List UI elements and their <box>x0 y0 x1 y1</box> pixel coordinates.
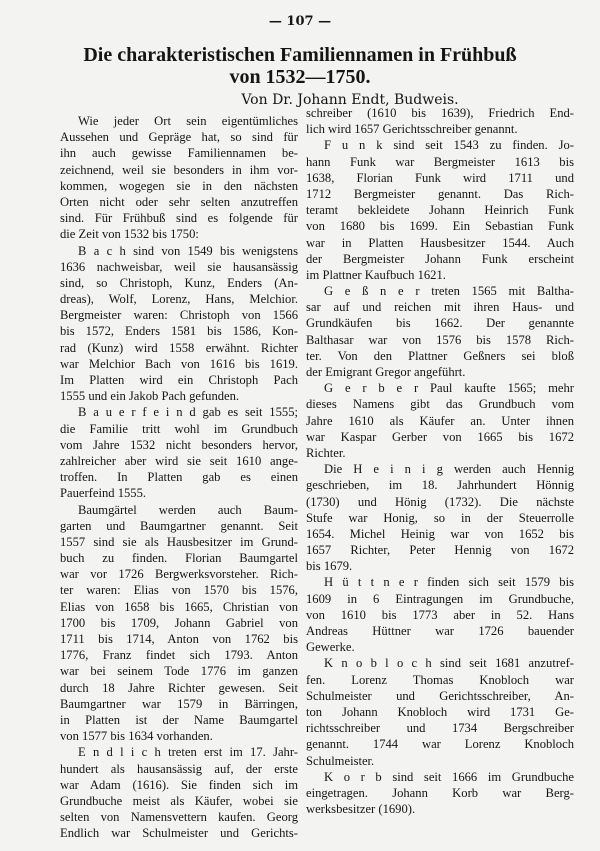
title-line-2: von 1532—1750. <box>229 66 371 88</box>
text-line: 1776, Franz findet sich 1793. Anton <box>60 648 298 663</box>
text-line: kommen, wogegen sie in den nächsten <box>60 178 298 193</box>
text-line: sar auf und reichen mit ihren Haus- und <box>306 300 574 315</box>
text-line: Endlich war Schulmeister und Gerichts- <box>60 826 298 841</box>
text-line: war Melchior Bach von 1616 bis 1619. <box>60 356 298 371</box>
text-line: selten von Namensvettern kaufen. Georg <box>60 810 298 825</box>
text-line: 1555 und ein Jakob Pach gefunden. <box>60 389 240 404</box>
title-line-1: Die charakteristischen Familiennamen in Frühbuß <box>83 44 517 66</box>
text-line: garten und Baumgartner genannt. Seit <box>60 518 298 533</box>
text-line: G e r b e r Paul kaufte 1565; mehr <box>324 381 574 396</box>
text-line: B a u e r f e i n d gab es seit 1555; <box>78 405 298 420</box>
paragraph <box>306 655 574 768</box>
text-line: Pauerfeind 1555. <box>60 486 147 501</box>
text-line: Im Platten wird ein Christoph Pach <box>60 373 298 387</box>
text-line: dreas), Wolf, Lorenz, Hans, Melchior. <box>60 292 298 307</box>
text-line: werksbesitzer (1690). <box>306 802 416 817</box>
text-line: (1730) und Hönig (1732). Die nächste <box>306 494 574 509</box>
text-line: Grundkäufen bis 1662. Der genannte <box>306 316 574 331</box>
text-line: rad (Kunz) wird 1558 erwähnt. Richter <box>60 340 298 355</box>
text-line: hann Funk war Bergmeister 1613 bis <box>306 154 574 169</box>
text-line: von 1577 bis 1634 vorhanden. <box>60 729 213 744</box>
text-line: K n o b l o c h sind seit 1681 anzutref- <box>324 656 574 671</box>
author-byline: Von Dr. Johann Endt, Budweis. <box>241 92 459 108</box>
text-line: war in Platten Hausbesitzer 1544. Auch <box>306 235 574 250</box>
text-line: Elias von 1658 bis 1665, Christian von <box>60 599 298 614</box>
text-line: sind. Für Frühbuß sind es folgende für <box>60 211 298 226</box>
text-line: Andreas Hüttner war 1726 bauender <box>306 624 574 638</box>
text-line: dieses Namens gibt das Grundbuch vom <box>306 397 574 412</box>
text-line: zahlreicher aber wird sie seit 1610 ange- <box>60 453 298 468</box>
paragraph <box>60 243 298 405</box>
page-number: — 107 — <box>268 14 332 29</box>
text-line: 1638, Florian Funk wird 1711 und <box>306 170 574 185</box>
paragraph <box>60 404 298 501</box>
text-line: Gewerke. <box>306 640 355 655</box>
text-line: von 1610 bis 1773 aber in 52. Hans <box>306 607 574 622</box>
text-line: Baumgartner war 1579 in Bärringen, <box>60 696 298 711</box>
text-line: teramt bekleidete Johann Heinrich Funk <box>306 203 574 218</box>
text-line: ton Johann Knobloch wird 1731 Ge- <box>306 704 574 719</box>
text-line: war Adam (1616). Sie finden sich im <box>60 777 298 792</box>
text-line: 1557 sind sie als Hausbesitzer im Grund- <box>60 534 298 549</box>
text-line: Balthasar war von 1576 bis 1578 Rich- <box>306 332 574 347</box>
text-line: vom Jahre 1532 nicht besonders hervor, <box>60 437 298 452</box>
text-line: 1636 nachweisbar, weil sie hausansässig <box>60 259 298 274</box>
text-line: durch 18 Jahre Richter gewesen. Seit <box>60 680 298 695</box>
text-line: G e ß n e r treten 1565 mit Baltha- <box>324 284 574 299</box>
text-line: hundert als hausansässig auf, der erste <box>60 761 298 776</box>
text-line: bis 1679. <box>306 559 353 574</box>
text-line: zeichnend, weil sie besonders in ihm vor- <box>60 162 298 177</box>
text-line: Grundbuche meist als Käufer, wobei sie <box>60 793 298 808</box>
text-line: 1700 bis 1709, Johann Gabriel von <box>60 615 298 630</box>
text-line: richtsschreiber und 1734 Bergschreiber <box>306 721 574 736</box>
text-line: Jahre 1610 als Käufer an. Unter ihnen <box>306 413 574 428</box>
paragraph <box>306 769 574 818</box>
text-line: Richter. <box>306 445 346 460</box>
text-line: Wie jeder Ort sein eigentümliches <box>78 114 298 128</box>
text-line: Aussehen und Gepräge hat, so sind für <box>60 130 298 145</box>
article-title <box>0 44 600 88</box>
text-line: Schulmeister und Gerichtsschreiber, An- <box>306 688 574 703</box>
text-line: war bei seinem Tode 1776 im ganzen <box>60 664 298 679</box>
text-line: 1712 Bergmeister genannt. Das Rich- <box>306 186 574 201</box>
text-line: in Platten ist der Name Baumgartel <box>60 712 298 727</box>
paragraph <box>306 380 574 461</box>
text-line: 1711 bis 1714, Anton von 1762 bis <box>60 632 298 646</box>
text-line: fen. Lorenz Thomas Knobloch war <box>306 672 574 687</box>
text-line: 1609 in 6 Eintragungen im Grundbuche, <box>306 591 574 606</box>
text-line: K o r b sind seit 1666 im Grundbuche <box>324 769 574 784</box>
text-line: genannt. 1744 war Lorenz Knobloch <box>306 737 574 752</box>
text-line: Stufe war Honig, so in der Steuerrolle <box>306 510 574 525</box>
text-line: lich wird 1657 Gerichtsschreiber genannt. <box>306 122 518 137</box>
text-line: der Bergmeister Johann Funk erscheint <box>306 251 574 266</box>
text-line: ter. Von den Plattner Geßners sei bloß <box>306 348 574 363</box>
paragraph <box>306 105 574 137</box>
paragraph <box>60 502 298 745</box>
right-column <box>306 105 574 817</box>
text-line: bis 1572, Enders 1581 bis 1586, Kon- <box>60 324 298 339</box>
text-line: 1654. Michel Heinig war von 1652 bis <box>306 526 574 541</box>
text-line: Schulmeister. <box>306 753 375 768</box>
text-line: Baumgärtel werden auch Baum- <box>78 502 298 517</box>
text-line: E n d l i c h treten erst im 17. Jahr- <box>78 745 298 760</box>
text-line: war vor 1726 Bergwerksvorsteher. Rich- <box>60 567 298 582</box>
text-line: 1657 Richter, Peter Hennig von 1672 <box>306 543 574 558</box>
text-line: F u n k sind seit 1543 zu finden. Jo- <box>324 138 574 153</box>
text-line: geschrieben, im 18. Jahrhundert Hönnig <box>306 478 574 493</box>
text-line: war Kaspar Gerber von 1665 bis 1672 <box>306 429 574 444</box>
paragraph <box>306 574 574 655</box>
text-line: sind, so Christoph, Kunz, Enders (An- <box>60 275 298 290</box>
text-line: eingetragen. Johann Korb war Berg- <box>306 785 574 800</box>
paragraph <box>306 283 574 380</box>
text-line: ter waren: Elias von 1570 bis 1576, <box>60 583 298 598</box>
text-line: der Emigrant Gregor angeführt. <box>306 365 466 379</box>
text-line: buch zu finden. Florian Baumgartel <box>60 551 298 566</box>
text-line: Orten nicht oder sehr selten anzutreffen <box>60 194 298 209</box>
text-line: Die H e i n i g werden auch Hennig <box>324 462 574 477</box>
paragraph <box>306 461 574 574</box>
text-line: im Plattner Kaufbuch 1621. <box>306 267 446 282</box>
text-line: H ü t t n e r finden sich seit 1579 bis <box>324 575 574 590</box>
paragraph <box>60 744 298 841</box>
paragraph <box>60 113 298 243</box>
left-column <box>60 113 298 841</box>
text-line: ihn auch gewisse Familiennamen be- <box>60 146 298 161</box>
text-line: die Zeit von 1532 bis 1750: <box>60 227 199 242</box>
text-line: troffen. In Platten gab es einen <box>60 470 298 485</box>
text-line: Bergmeister waren: Christoph von 1566 <box>60 308 298 323</box>
text-line: B a c h sind von 1549 bis wenigstens <box>78 243 298 258</box>
text-line: die Familie tritt wohl im Grundbuch <box>60 421 298 436</box>
text-line: von 1680 bis 1699. Ein Sebastian Funk <box>306 219 574 234</box>
text-line: schreiber (1610 bis 1639), Friedrich End- <box>306 106 574 120</box>
paragraph <box>306 137 574 283</box>
